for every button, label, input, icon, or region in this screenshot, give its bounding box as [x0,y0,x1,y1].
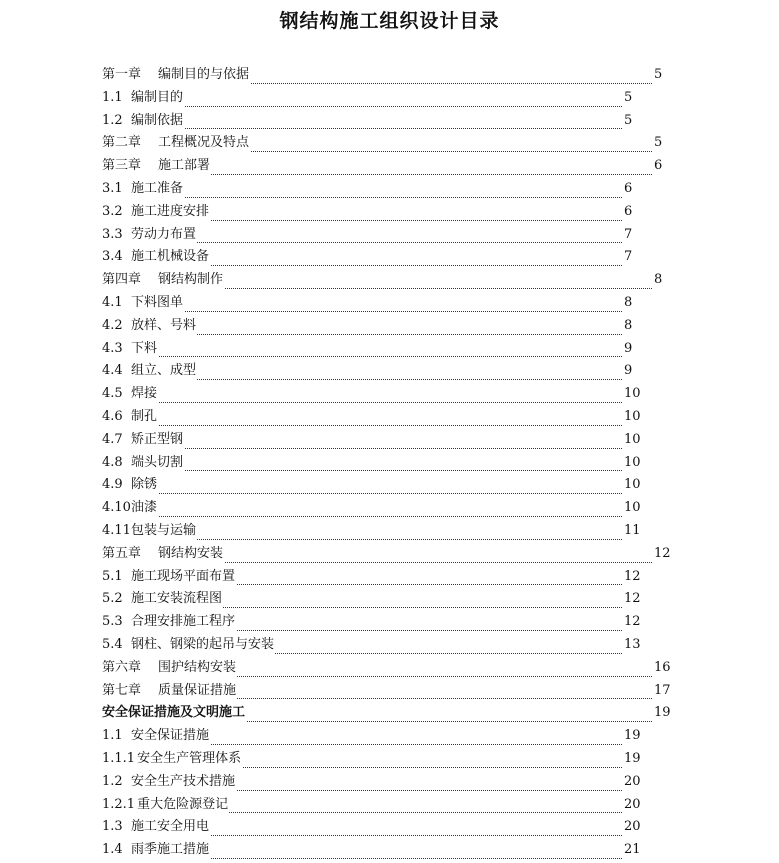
toc-entry-text: 雨季施工措施 [131,842,210,858]
toc-entry-number: 4.6 [102,408,123,424]
toc-entry-number: 第三章 [102,158,142,174]
toc-entry-label [102,408,158,426]
toc-entry[interactable] [102,156,682,179]
toc-page-number: 10 [624,386,641,402]
toc-entry[interactable] [102,225,682,248]
toc-page-number: 19 [624,750,641,766]
toc-entry-text: 下料 [131,340,158,356]
toc-page-number: 8 [654,272,663,288]
toc-page-number: 21 [624,842,641,858]
toc-entry-text: 除锈 [131,477,158,493]
toc-page-number: 20 [624,819,641,835]
document-title: 钢结构施工组织设计目录 [279,10,500,32]
toc-page-number: 5 [654,67,663,82]
toc-entry-number: 第二章 [102,135,142,151]
toc-entry-text: 钢柱、钢梁的起吊与安装 [131,636,275,652]
toc-entry-label [102,545,224,563]
toc-entry-label [102,317,197,335]
toc-page-number: 10 [624,408,641,424]
toc-entry[interactable] [102,179,682,202]
toc-entry-label [102,294,184,312]
toc-entry-number: 4.9 [102,477,123,493]
toc-entry-label [102,157,211,175]
toc-entry[interactable] [102,293,682,316]
toc-entry[interactable] [102,521,682,544]
toc-entry-text: 安全生产技术措施 [131,773,236,789]
toc-entry[interactable] [102,681,682,704]
toc-entry[interactable] [102,361,682,384]
toc-leader-dots [102,516,624,517]
toc-entry-number: 4.3 [102,340,123,356]
toc-page-number: 10 [624,500,641,516]
toc-entry-text: 劳动力布置 [131,226,197,242]
toc-entry-label [102,796,229,814]
toc-entry-number: 第四章 [102,272,142,288]
toc-entry-label [102,682,237,700]
toc-entry-number: 4.11 [102,522,131,538]
toc-entry-label [102,134,250,152]
toc-page-number: 10 [624,431,641,447]
toc-entry[interactable] [102,316,682,339]
toc-entry-number: 1.1.1 [102,750,136,766]
toc-entry[interactable] [102,544,682,567]
toc-page-number: 19 [624,728,641,744]
toc-entry[interactable] [102,339,682,362]
toc-entry-label [102,659,237,677]
toc-entry[interactable] [102,202,682,225]
toc-entry-text: 组立、成型 [131,363,197,379]
toc-page-number: 9 [624,363,633,379]
toc-entry-label [102,180,184,198]
toc-entry-label [102,271,224,289]
toc-entry-label [102,454,184,472]
toc-entry[interactable] [102,453,682,476]
toc-entry[interactable] [102,726,682,749]
toc-entry-number: 4.7 [102,431,123,447]
toc-page-number: 12 [624,591,641,607]
toc-entry-label [102,362,197,380]
toc-entry-label [102,704,246,722]
toc-entry-text: 矫正型钢 [131,431,184,447]
toc-page-number: 5 [654,135,663,151]
toc-entry[interactable] [102,475,682,498]
toc-entry-text: 施工安装流程图 [131,591,223,607]
toc-entry-number: 第六章 [102,659,142,675]
toc-entry[interactable] [102,840,682,863]
toc-entry[interactable] [102,270,682,293]
toc-entry-number: 1.1 [102,89,123,105]
toc-page-number: 17 [654,682,671,698]
toc-entry-text: 钢结构制作 [158,272,224,288]
toc-entry-text: 编制依据 [131,112,184,128]
toc-page-number: 13 [624,636,641,652]
toc-entry[interactable] [102,111,682,134]
toc-entry-text: 工程概况及特点 [158,135,250,151]
toc-page-number: 9 [624,340,633,356]
toc-entry-label [102,203,210,221]
toc-entry[interactable] [102,430,682,453]
toc-page-number: 6 [654,158,663,174]
toc-entry-label [102,476,158,494]
toc-entry-text: 焊接 [131,386,158,402]
toc-entry-text: 施工现场平面布置 [131,568,236,584]
toc-entry-text: 编制目的与依据 [158,67,250,82]
toc-entry-label [102,818,210,836]
toc-entry-text: 包装与运输 [131,522,197,538]
toc-entry-text: 安全保证措施 [131,728,210,744]
toc-entry[interactable] [102,65,682,88]
toc-entry-number: 1.2 [102,773,123,789]
toc-entry-text: 端头切割 [131,454,184,470]
toc-entry-number: 3.2 [102,203,123,219]
toc-entry-number: 4.8 [102,454,123,470]
toc-entry-number: 3.4 [102,249,123,265]
toc-entry[interactable] [102,658,682,681]
toc-entry-text: 下料图单 [131,294,184,310]
toc-page-number: 8 [624,317,633,333]
toc-entry[interactable] [102,133,682,156]
toc-entry-number: 5.2 [102,591,123,607]
toc-entry-label [102,499,158,517]
toc-entry-label [102,773,236,791]
toc-page-number: 19 [654,705,671,721]
toc-entry-number: 5.3 [102,614,123,630]
toc-page-number: 5 [624,89,633,105]
toc-entry-number: 5.4 [102,636,123,652]
toc-entry-number: 4.1 [102,294,123,310]
toc-entry[interactable] [102,817,682,840]
toc-entry-label [102,385,158,403]
toc-entry-label [102,89,184,107]
toc-page-number: 5 [624,112,633,128]
toc-entry-number: 第五章 [102,545,142,561]
toc-entry-label [102,112,184,130]
toc-entry-number: 1.4 [102,842,123,858]
toc-entry-text: 质量保证措施 [158,682,237,698]
toc-entry-text: 钢结构安装 [158,545,224,561]
toc-entry-text: 施工安全用电 [131,819,210,835]
toc-entry-text: 安全保证措施及文明施工 [102,705,246,721]
toc-page-number: 12 [624,614,641,630]
toc-entry-number: 第七章 [102,682,142,698]
toc-page-number: 16 [654,659,671,675]
toc-entry-text: 施工进度安排 [131,203,210,219]
toc-entry-label [102,727,210,745]
toc-entry-label [102,522,197,540]
toc-page-number: 20 [624,796,641,812]
toc-page-number: 12 [624,568,641,584]
toc-entry-text: 放样、号料 [131,317,197,333]
toc-entry[interactable] [102,795,682,818]
toc-entry-text: 安全生产管理体系 [137,750,242,766]
toc-entry[interactable] [102,247,682,270]
toc-entry-label [102,66,250,84]
toc-entry-label [102,340,158,358]
toc-entry-text: 施工部署 [158,158,211,174]
toc-entry-number: 1.2 [102,112,123,128]
toc-leader-dots [102,425,624,426]
toc-page-number: 10 [624,454,641,470]
toc-page-number: 11 [624,522,641,538]
toc-entry[interactable] [102,772,682,795]
toc-entry-number: 3.1 [102,180,123,196]
toc-entry-text: 重大危险源登记 [137,796,229,812]
toc-entry-label [102,636,275,654]
toc-page-number: 7 [624,226,633,242]
toc-page-number: 10 [624,477,641,493]
toc-entry[interactable] [102,567,682,590]
toc-entry-number: 4.2 [102,317,123,333]
toc-page-number: 20 [624,773,641,789]
toc-entry-text: 施工机械设备 [131,249,210,265]
toc-page-number: 6 [624,180,633,196]
toc-leader-dots [102,493,624,494]
toc-entry-number: 4.4 [102,363,123,379]
toc-entry-label [102,248,210,266]
toc-entry-number: 第一章 [102,67,142,82]
toc-page-number: 8 [624,294,633,310]
toc-entry-label [102,750,242,768]
toc-entry-text: 制孔 [131,408,158,424]
toc-entry-text: 编制目的 [131,89,184,105]
toc-entry-number: 3.3 [102,226,123,242]
toc-entry-number: 4.10 [102,500,131,516]
toc-entry[interactable] [102,749,682,772]
toc-entry[interactable] [102,498,682,521]
toc-page-number: 7 [624,249,633,265]
toc-entry-label [102,431,184,449]
toc-entry-label [102,226,197,244]
toc-entry-label [102,590,223,608]
toc-entry-label [102,613,236,631]
toc-entry-number: 1.2.1 [102,796,136,812]
toc-entry[interactable] [102,589,682,612]
toc-entry[interactable] [102,384,682,407]
toc-entry[interactable] [102,88,682,111]
toc-entry-text: 施工准备 [131,180,184,196]
toc-entry[interactable] [102,635,682,658]
toc-entry-label [102,568,236,586]
toc-entry[interactable] [102,407,682,430]
toc-entry-number: 1.3 [102,819,123,835]
toc-entry-number: 4.5 [102,386,123,402]
toc-page-number: 6 [624,203,633,219]
table-of-contents [102,65,682,863]
toc-leader-dots [102,356,624,357]
toc-entry[interactable] [102,612,682,635]
toc-entry-number: 5.1 [102,568,123,584]
toc-entry-number: 1.1 [102,728,123,744]
toc-entry-text: 合理安排施工程序 [131,614,236,630]
toc-entry-text: 围护结构安装 [158,659,237,675]
toc-entry-text: 油漆 [131,500,158,516]
toc-entry[interactable] [102,703,682,726]
toc-page-number: 12 [654,545,671,561]
toc-leader-dots [102,402,624,403]
toc-entry-label [102,841,210,859]
